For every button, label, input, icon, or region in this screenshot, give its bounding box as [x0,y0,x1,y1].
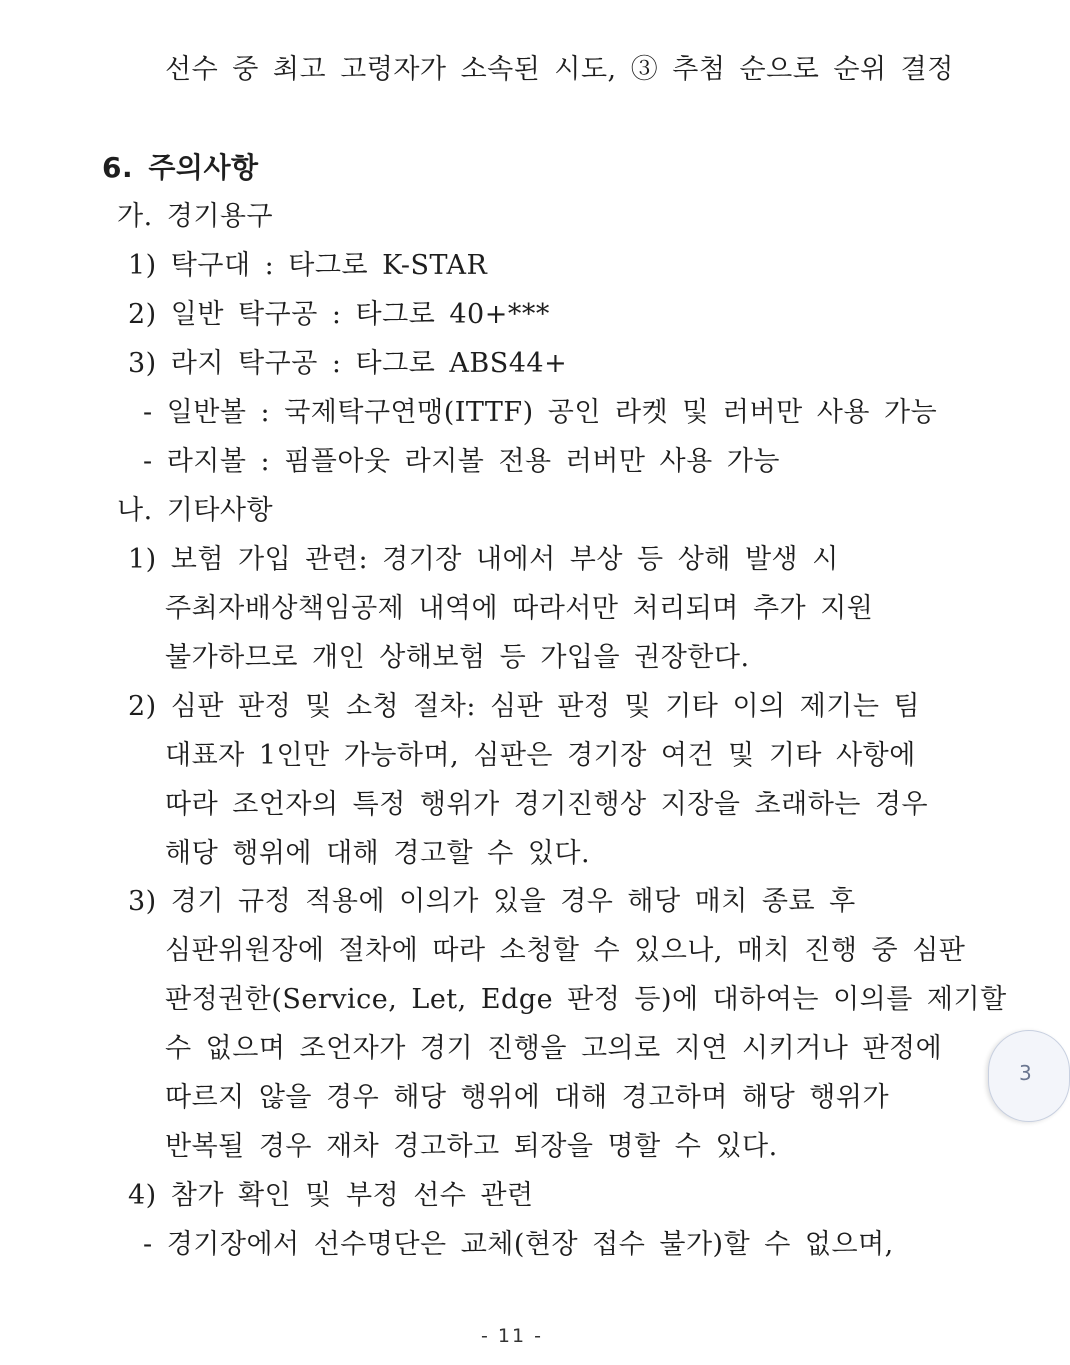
text-line: 따라 조언자의 특정 행위가 경기진행상 지장을 초래하는 경우 [165,789,929,820]
bullet-item: - 일반볼 : 국제탁구연맹(ITTF) 공인 라켓 및 러버만 사용 가능 [143,397,938,428]
page-number: - 11 - [481,1325,543,1347]
text-line: 따르지 않을 경우 해당 행위에 대해 경고하며 해당 행위가 [165,1082,890,1113]
side-tab-glyph: 3 [1019,1061,1032,1085]
subsection-heading: 나. 기타사항 [117,495,274,526]
subsection-heading: 가. 경기용구 [117,201,274,232]
bullet-item: - 라지볼 : 핌플아웃 라지볼 전용 러버만 사용 가능 [143,446,780,477]
list-item: 4) 참가 확인 및 부정 선수 관련 [128,1180,534,1211]
list-item: 2) 심판 판정 및 소청 절차: 심판 판정 및 기타 이의 제기는 팀 [128,691,921,722]
text-line: 대표자 1인만 가능하며, 심판은 경기장 여건 및 기타 사항에 [165,740,916,771]
list-item: 3) 경기 규정 적용에 이의가 있을 경우 해당 매치 종료 후 [128,886,856,917]
bullet-item: - 경기장에서 선수명단은 교체(현장 접수 불가)할 수 없으며, [143,1229,894,1260]
text-line: 판정권한(Service, Let, Edge 판정 등)에 대하여는 이의를 제기할 [165,984,1007,1015]
list-item: 1) 탁구대 : 타그로 K-STAR [128,250,488,281]
text-line: 수 없으며 조언자가 경기 진행을 고의로 지연 시키거나 판정에 [165,1033,943,1064]
list-item: 3) 라지 탁구공 : 타그로 ABS44+ [128,348,568,379]
text-line: 선수 중 최고 고령자가 소속된 시도, ③ 추첨 순으로 순위 결정 [165,54,954,85]
text-line: 주최자배상책임공제 내역에 따라서만 처리되며 추가 지원 [165,593,874,624]
section-heading: 6. 주의사항 [102,151,259,184]
text-line: 해당 행위에 대해 경고할 수 있다. [165,838,591,869]
text-line: 심판위원장에 절차에 따라 소청할 수 있으나, 매치 진행 중 심판 [165,935,966,966]
list-item: 1) 보험 가입 관련: 경기장 내에서 부상 등 상해 발생 시 [128,544,839,575]
side-page-tab[interactable] [988,1030,1070,1122]
text-line: 반복될 경우 재차 경고하고 퇴장을 명할 수 있다. [165,1131,778,1162]
text-line: 불가하므로 개인 상해보험 등 가입을 권장한다. [165,642,750,673]
list-item: 2) 일반 탁구공 : 타그로 40+*** [128,299,550,330]
